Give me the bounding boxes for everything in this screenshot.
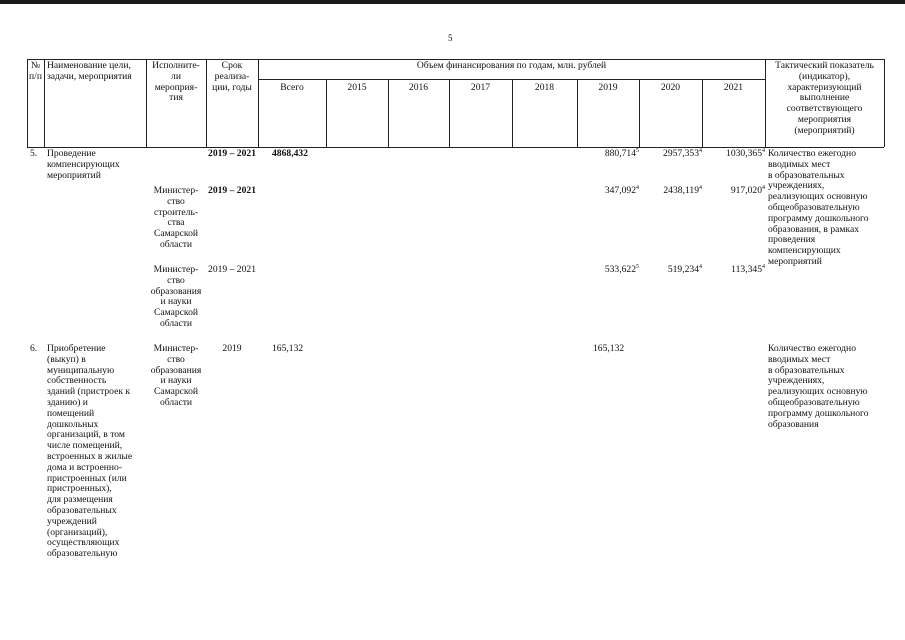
- header-year-2017: 2017: [470, 82, 491, 93]
- row-term: 2019 – 2021: [208, 148, 256, 159]
- header-indicator: Тактический показатель (индикатор), характеризующий выполнение соответствующего мероприятия (мероприятий): [775, 60, 874, 136]
- header-year-2021: 2021: [723, 82, 744, 93]
- header-year-2019: 2019: [598, 82, 618, 93]
- header-year-2015: 2015: [347, 82, 367, 93]
- row-2019: 533,622$^5$: [604, 263, 639, 275]
- row-total: 4868,432: [272, 148, 308, 159]
- row-name: Проведение компенсирующих мероприятий: [47, 148, 120, 181]
- row-2019: 165,132: [593, 343, 625, 354]
- row-term: 2019 – 2021: [208, 264, 256, 275]
- page-number: 5: [448, 33, 453, 43]
- row-total: 165,132: [272, 343, 304, 354]
- row-2020: 2438,119$^4$: [663, 184, 702, 196]
- header-executor: Исполните- ли мероприя- тия: [152, 60, 200, 104]
- header-vline: [884, 59, 885, 147]
- row-2021: 113,345$^4$: [731, 263, 765, 275]
- header-year-2020: 2020: [660, 82, 681, 93]
- row-num: 5.: [30, 148, 38, 159]
- row-2019: 347,092$^4$: [604, 184, 639, 196]
- row-term: 2019: [222, 343, 242, 354]
- row-num: 6.: [30, 343, 38, 354]
- header-name: Наименование цели, задачи, мероприятия: [47, 60, 132, 82]
- header-num: № п/п: [29, 60, 42, 82]
- row-2020: 519,234$^4$: [667, 263, 702, 275]
- row-2020: 2957,353$^4$: [663, 147, 702, 159]
- row-indicator: Количество ежегодно вводимых мест в образовательных учреждениях, реализующих основную общеобразовательную программу дошкольного образования: [768, 343, 869, 430]
- row-executor: Министер- ство строитель- ства Самарской области: [153, 185, 199, 250]
- row-2021: 1030,365$^4$: [726, 147, 765, 159]
- row-executor: Министер- ство образования и науки Самарской области: [150, 264, 202, 329]
- header-vline: [258, 59, 259, 147]
- row-executor: Министер- ство образования и науки Самарской области: [150, 343, 202, 408]
- row-name: Приобретение (выкуп) в муниципальную собственность зданий (пристроек к зданию) и помещений дошкольных организаций, в том числе помещений, встроенных в жилые дома и встроенно- пристроенных (или пристроенных), для размещения образовательных учреждений (организаций), осуществляющих образовательную: [47, 343, 133, 560]
- header-term: Срок реализа- ции, годы: [212, 60, 252, 93]
- header-vline: [44, 59, 45, 147]
- header-total: Всего: [280, 82, 304, 93]
- header-year-2018: 2018: [534, 82, 555, 93]
- header-year-2016: 2016: [408, 82, 429, 93]
- header-volume: Объем финансирования по годам, млн. рублей: [416, 60, 607, 71]
- row-2021: 917,020$^4$: [730, 184, 765, 196]
- row-indicator: Количество ежегодно вводимых мест в образовательных учреждениях, реализующих основную общеобразовательную программу дошкольного образования, в рамках проведения компенсирующих мероприятий: [768, 148, 869, 267]
- row-2019: 880,714$^5$: [604, 147, 639, 159]
- row-term: 2019 – 2021: [208, 185, 256, 196]
